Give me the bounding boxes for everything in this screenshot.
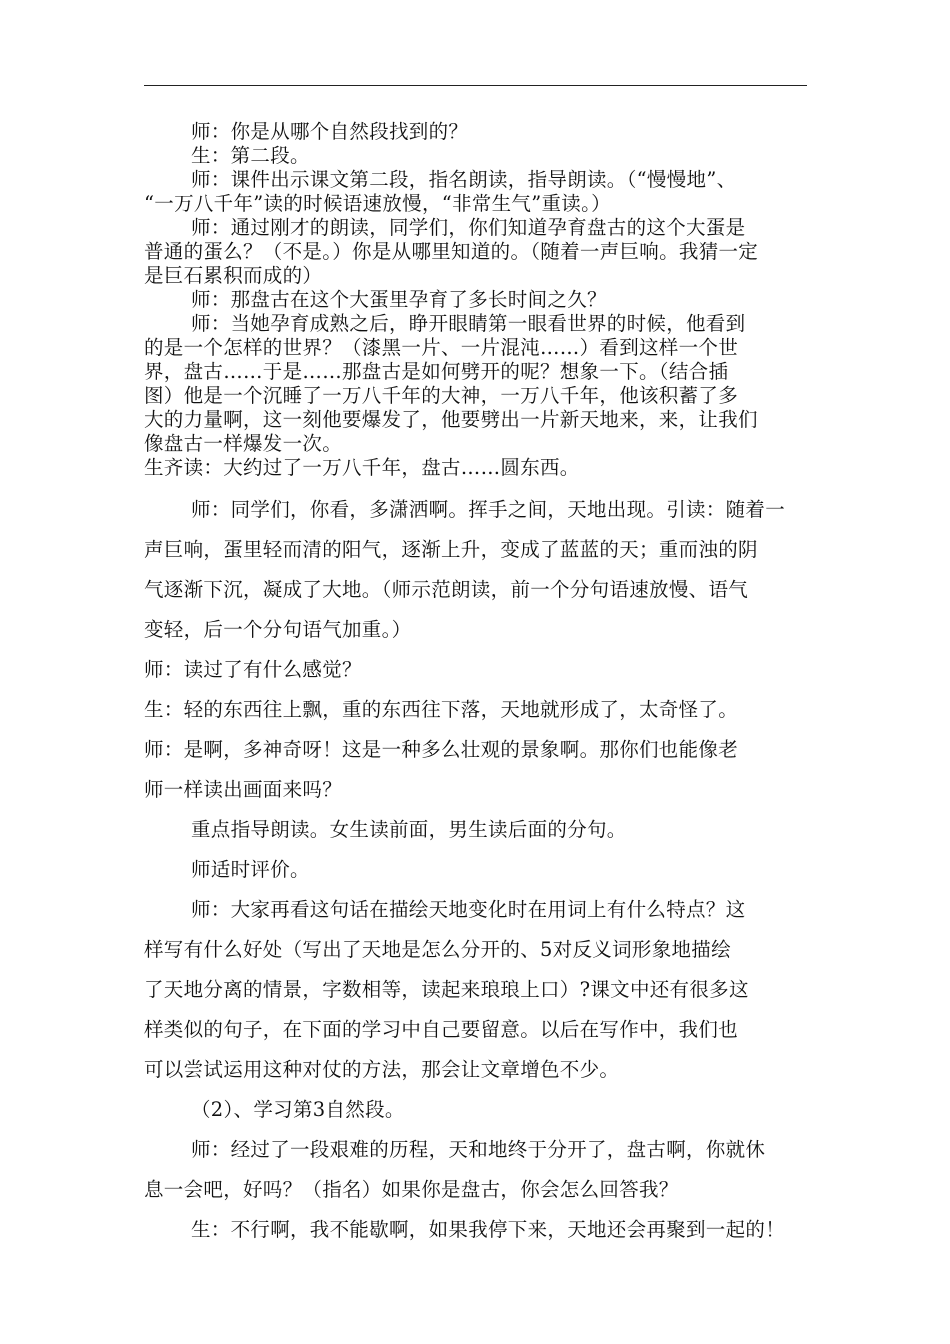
text-line: 声巨响，蛋里轻而清的阳气，逐渐上升，变成了蓝蓝的天；重而浊的阴 xyxy=(144,538,758,561)
text-line: 生：第二段。 xyxy=(191,144,310,167)
text-line: 像盘古一样爆发一次。 xyxy=(144,432,343,455)
text-line: 可以尝试运用这种对仗的方法，那会让文章增色不少。 xyxy=(144,1058,620,1081)
text-line: 气逐渐下沉，凝成了大地。（师示范朗读，前一个分句语速放慢、语气 xyxy=(144,578,749,601)
text-line: 的是一个怎样的世界？（漆黑一片、一片混沌……）看到这样一个世 xyxy=(144,336,739,359)
text-line: 师：大家再看这句话在描绘天地变化时在用词上有什么特点？这 xyxy=(191,898,746,921)
text-line: 师：课件出示课文第二段，指名朗读，指导朗读。（“慢慢地”、 xyxy=(191,168,737,191)
text-line: 样类似的句子，在下面的学习中自己要留意。以后在写作中，我们也 xyxy=(144,1018,739,1041)
text-line: 生齐读：大约过了一万八千年，盘古……圆东西。 xyxy=(144,456,580,479)
text-line: 普通的蛋么？（不是。）你是从哪里知道的。（随着一声巨响。我猜一定 xyxy=(144,240,759,263)
text-line: 师：读过了有什么感觉？ xyxy=(144,658,362,681)
text-line: 师：同学们，你看，多潇洒啊。挥手之间，天地出现。引读：随着一 xyxy=(191,498,786,521)
dialogue-block-1 xyxy=(144,120,808,480)
text-line: 师：当她孕育成熟之后，睁开眼睛第一眼看世界的时候，他看到 xyxy=(191,312,746,335)
text-line: 生：轻的东西往上飘，重的东西往下落，天地就形成了，太奇怪了。 xyxy=(144,698,739,721)
text-line: “一万八千年”读的时候语速放慢，“非常生气”重读。） xyxy=(144,192,611,215)
text-line: （2）、学习第3自然段。 xyxy=(191,1098,405,1121)
text-line: 师：通过刚才的朗读，同学们，你们知道孕育盘古的这个大蛋是 xyxy=(191,216,746,239)
text-line: 重点指导朗读。女生读前面，男生读后面的分句。 xyxy=(191,818,627,841)
text-line: 样写有什么好处（写出了天地是怎么分开的、5对反义词形象地描绘 xyxy=(144,938,731,961)
text-line: 师一样读出画面来吗？ xyxy=(144,778,343,801)
text-line: 师：经过了一段艰难的历程，天和地终于分开了，盘古啊，你就休 xyxy=(191,1138,766,1161)
text-line: 生：不行啊，我不能歇啊，如果我停下来，天地还会再聚到一起的！ xyxy=(191,1218,786,1241)
text-line: 大的力量啊，这一刻他要爆发了，他要劈出一片新天地来，来，让我们 xyxy=(144,408,758,431)
text-line: 图）他是一个沉睡了一万八千年的大神，一万八千年，他该积蓄了多 xyxy=(144,384,739,407)
text-line: 息一会吧，好吗？（指名）如果你是盘古，你会怎么回答我？ xyxy=(144,1178,679,1201)
text-line: 了天地分离的情景，字数相等，读起来琅琅上口）?课文中还有很多这 xyxy=(144,978,749,1001)
text-line: 师适时评价。 xyxy=(191,858,310,881)
text-line: 师：是啊，多神奇呀！这是一种多么壮观的景象啊。那你们也能像老 xyxy=(144,738,739,761)
text-line: 是巨石累积而成的） xyxy=(144,264,323,287)
text-line: 师：你是从哪个自然段找到的？ xyxy=(191,120,469,143)
dialogue-block-2 xyxy=(144,490,808,1250)
text-line: 师：那盘古在这个大蛋里孕育了多长时间之久？ xyxy=(191,288,607,311)
text-line: 界，盘古……于是……那盘古是如何劈开的呢？想象一下。（结合插 xyxy=(144,360,729,383)
header-rule xyxy=(144,85,807,86)
text-line: 变轻，后一个分句语气加重。） xyxy=(144,618,412,641)
